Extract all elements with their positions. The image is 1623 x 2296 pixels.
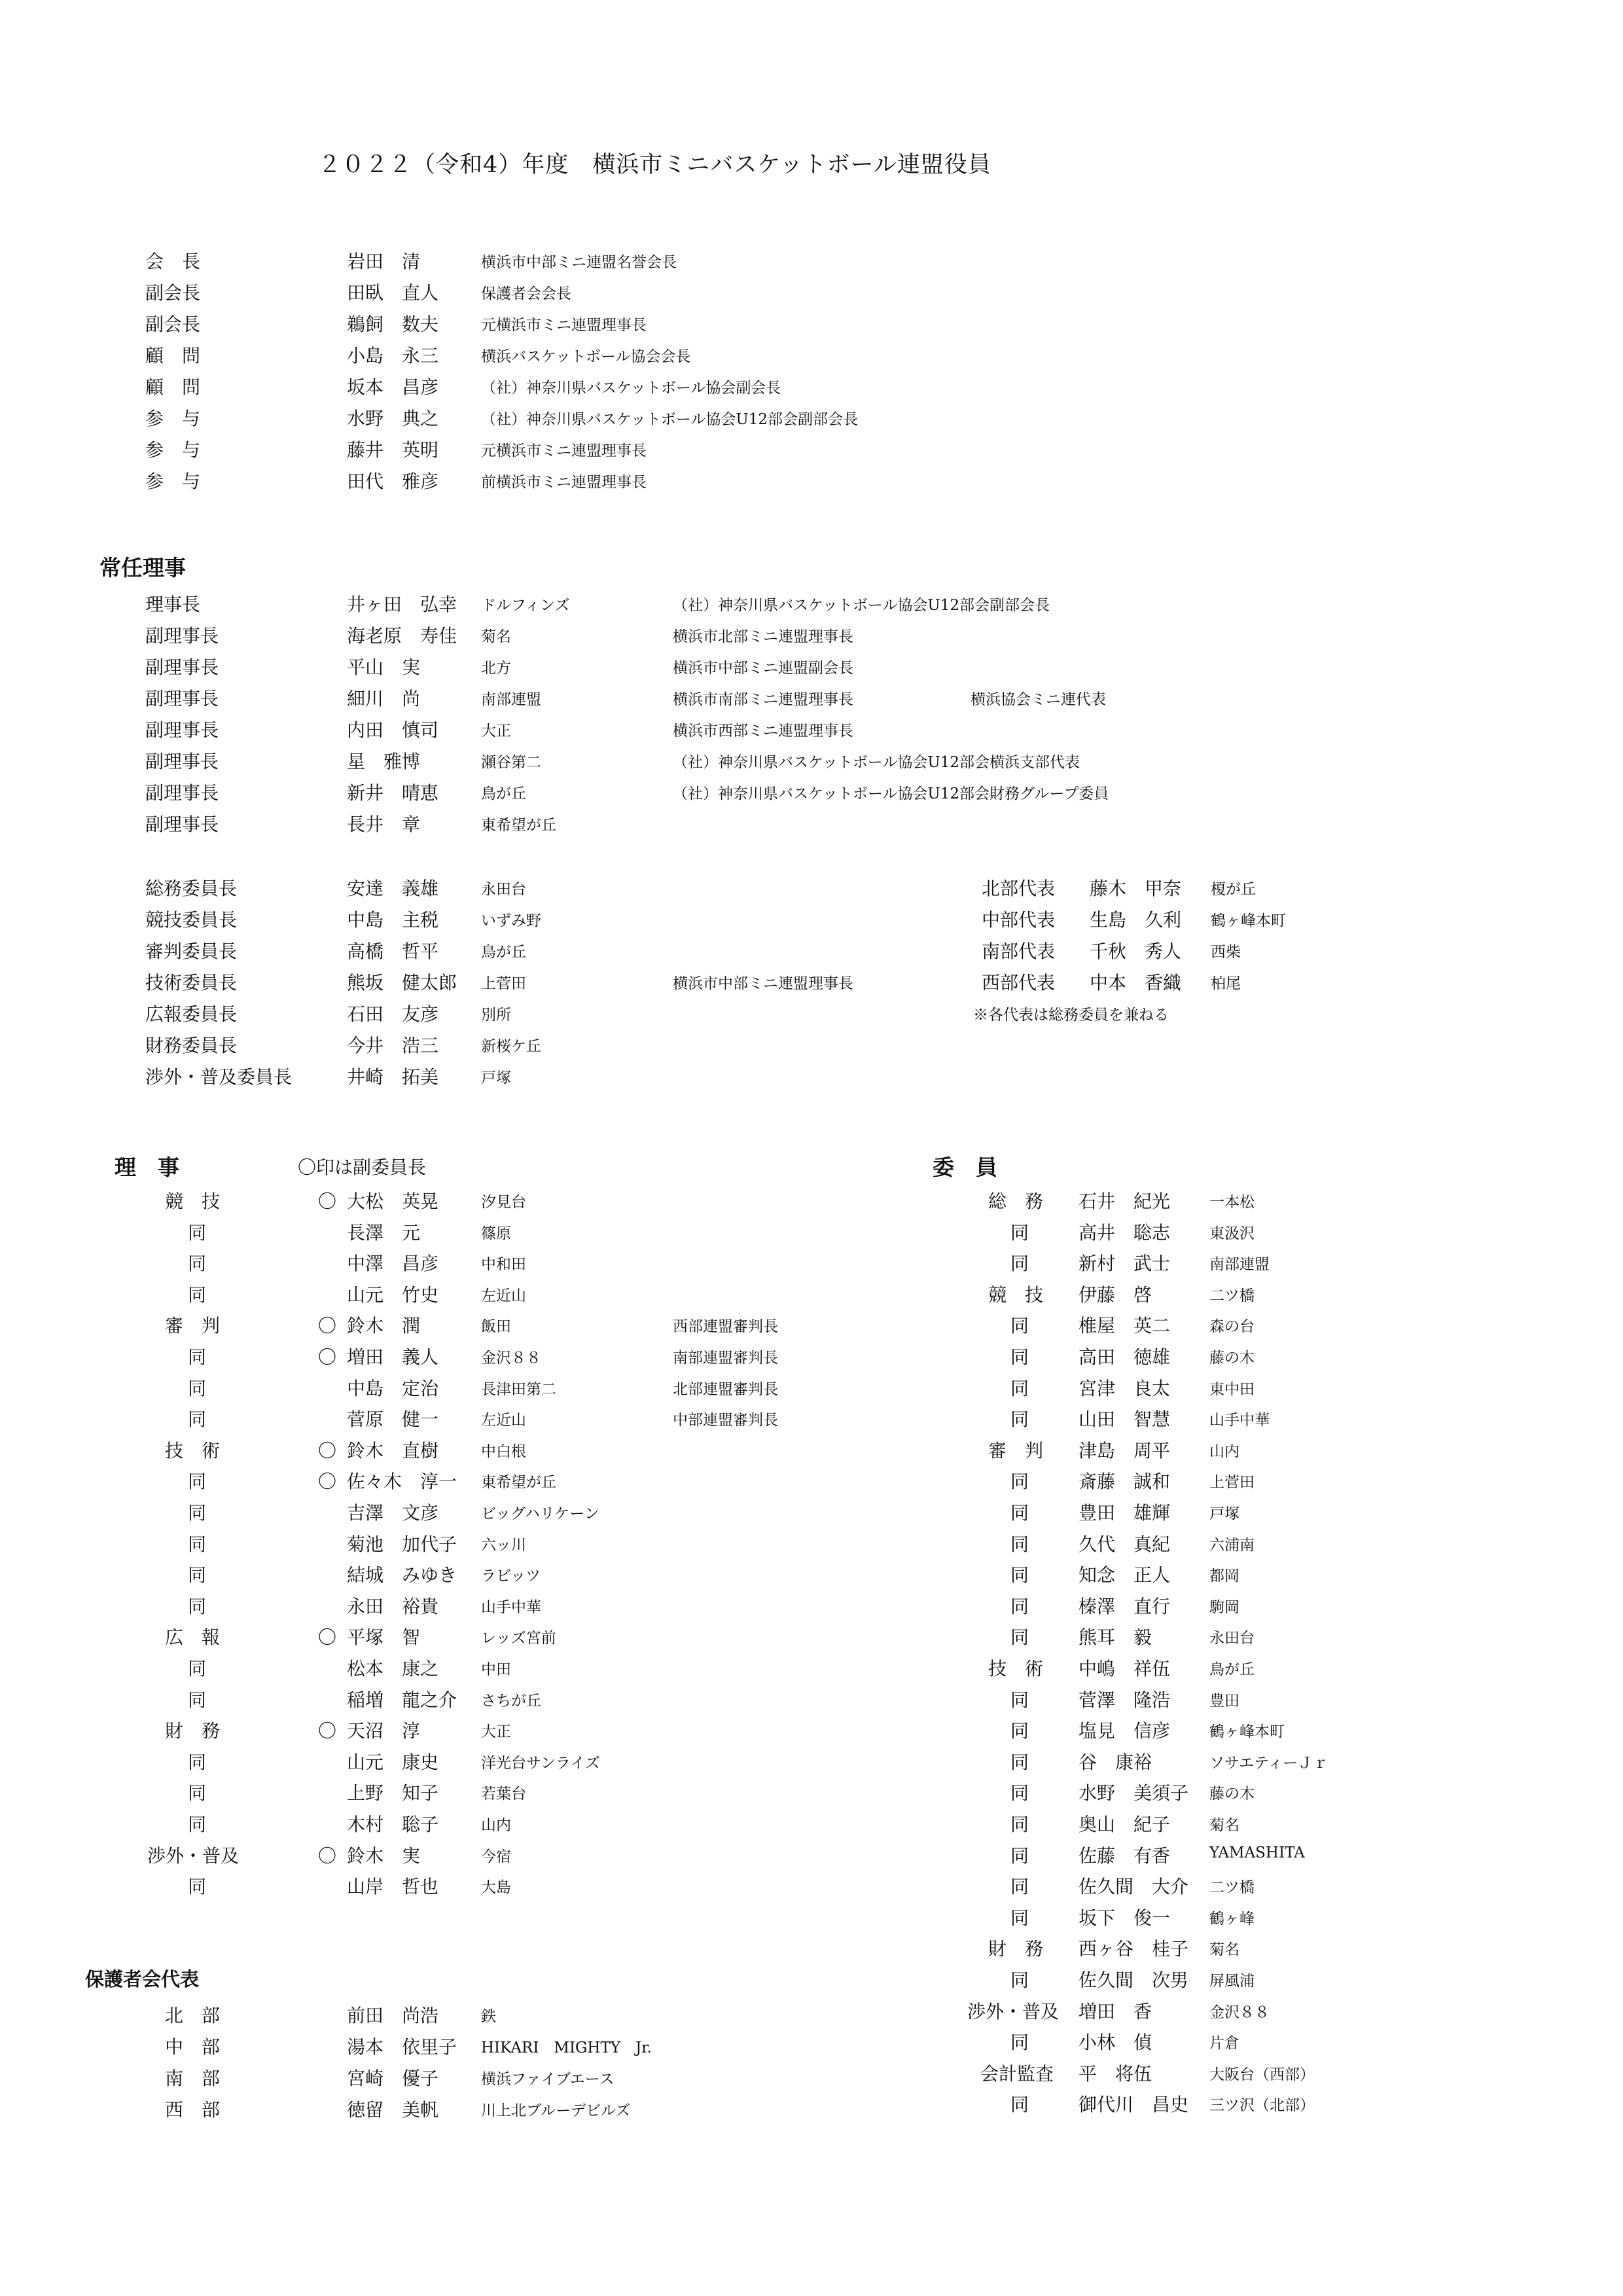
member-name: 斎藤 誠和 <box>1079 1471 1171 1493</box>
director-name: 大松 英晃 <box>347 1191 439 1212</box>
member-dept: 同 <box>1010 1720 1029 1742</box>
rep-role: 北部代表 <box>982 878 1056 899</box>
member-name: 谷 康裕 <box>1079 1751 1152 1773</box>
director-note: 北部連盟審判長 <box>673 1380 778 1398</box>
director-name: 鈴木 実 <box>347 1844 421 1867</box>
guardian-dept: 北 部 <box>165 2005 221 2026</box>
officer-role: 顧 問 <box>145 376 201 398</box>
guardian-team: 横浜ファイブエース <box>481 2071 615 2088</box>
director-name: 稲増 龍之介 <box>347 1689 457 1711</box>
director-dept: 審 判 <box>165 1315 221 1337</box>
member-team: 鶴ヶ峰 <box>1209 1910 1255 1928</box>
chair-name: 石田 友彦 <box>347 1003 439 1025</box>
director-team: レッズ宮前 <box>481 1630 556 1647</box>
director-dept: 同 <box>188 1346 207 1368</box>
member-dept: 会計監査 <box>980 2062 1054 2085</box>
director-team: 大島 <box>481 1879 511 1897</box>
member-name: 新村 武士 <box>1079 1253 1171 1275</box>
rep-team: 鶴ヶ峰本町 <box>1211 912 1286 929</box>
member-name: 奥山 紀子 <box>1079 1814 1171 1835</box>
chair-name: 安達 義雄 <box>347 878 439 899</box>
director-team: 左近山 <box>481 1412 526 1429</box>
member-name: 椎屋 英二 <box>1079 1315 1171 1337</box>
vice-chair-mark: 〇 <box>318 1720 337 1742</box>
chair-role: 財務委員長 <box>145 1035 238 1056</box>
standing-role: 副理事長 <box>145 782 219 804</box>
standing-note: （社）神奈川県バスケットボール協会U12部会副部会長 <box>673 597 1050 614</box>
member-team: 三ツ沢（北部） <box>1209 2097 1315 2115</box>
guardian-name: 徳留 美帆 <box>347 2099 439 2121</box>
member-team: 藤の木 <box>1209 1785 1255 1803</box>
rep-name: 藤木 甲奈 <box>1090 878 1182 899</box>
officer-role: 参 与 <box>145 408 201 429</box>
director-team: 左近山 <box>481 1287 526 1304</box>
member-name: 菅澤 隆浩 <box>1079 1689 1171 1711</box>
member-dept: 同 <box>1010 1689 1029 1711</box>
vice-chair-mark: 〇 <box>318 1346 337 1368</box>
director-name: 平塚 智 <box>347 1626 421 1649</box>
member-name: 山田 智慧 <box>1079 1408 1171 1431</box>
member-team: 藤の木 <box>1209 1350 1255 1367</box>
chair-name: 今井 浩三 <box>347 1035 439 1056</box>
officer-role: 参 与 <box>145 439 201 461</box>
directors-subnote: 〇印は副委員長 <box>298 1157 427 1178</box>
director-name: 菅原 健一 <box>347 1408 439 1431</box>
member-name: 小林 偵 <box>1079 2032 1152 2054</box>
member-name: 中嶋 祥伍 <box>1079 1658 1171 1679</box>
member-name: 津島 周平 <box>1079 1439 1171 1462</box>
director-team: 大正 <box>481 1723 511 1741</box>
member-dept: 同 <box>1010 1751 1029 1773</box>
member-team: 金沢８８ <box>1209 2003 1270 2021</box>
member-dept: 同 <box>1010 1315 1029 1337</box>
member-team: YAMASHITA <box>1209 1844 1305 1861</box>
member-dept: 同 <box>1010 1814 1029 1835</box>
standing-team: 大正 <box>481 723 511 740</box>
officer-role: 会 長 <box>145 251 201 272</box>
member-name: 佐久間 次男 <box>1079 1969 1189 1991</box>
director-name: 松本 康之 <box>347 1658 439 1679</box>
director-name: 鈴木 直樹 <box>347 1439 439 1462</box>
standing-role: 副理事長 <box>145 814 219 835</box>
officer-name: 水野 典之 <box>347 408 439 429</box>
rep-name: 中本 香織 <box>1090 972 1182 994</box>
member-name: 増田 香 <box>1079 2000 1152 2022</box>
officer-role: 副会長 <box>145 282 201 304</box>
officer-name: 小島 永三 <box>347 345 439 367</box>
chair-team: 上菅田 <box>481 975 526 992</box>
standing-heading: 常任理事 <box>99 555 186 581</box>
member-team: 駒岡 <box>1209 1598 1240 1616</box>
member-dept: 同 <box>1010 1471 1029 1493</box>
vice-chair-mark: 〇 <box>318 1844 337 1867</box>
directors-heading: 理 事 <box>115 1155 179 1180</box>
member-team: 鶴ヶ峰本町 <box>1209 1723 1285 1741</box>
member-team: 東中田 <box>1209 1380 1255 1398</box>
member-name: 平 将伍 <box>1079 2062 1152 2085</box>
standing-team: 鳥が丘 <box>481 785 526 802</box>
rep-name: 千秋 秀人 <box>1090 941 1182 962</box>
member-dept: 同 <box>1010 1969 1029 1991</box>
rep-name: 生島 久利 <box>1090 909 1182 931</box>
member-dept: 同 <box>1010 1502 1029 1524</box>
standing-role: 副理事長 <box>145 656 219 678</box>
standing-role: 副理事長 <box>145 719 219 741</box>
rep-role: 中部代表 <box>982 909 1056 931</box>
director-dept: 同 <box>188 1283 207 1306</box>
chair-name: 中島 主税 <box>347 909 439 931</box>
chair-note: 横浜市中部ミニ連盟理事長 <box>673 975 853 992</box>
officer-note: 横浜市中部ミニ連盟名誉会長 <box>481 254 677 271</box>
director-name: 山元 竹史 <box>347 1283 439 1306</box>
member-team: 東汲沢 <box>1209 1225 1255 1242</box>
member-name: 塩見 信彦 <box>1079 1720 1171 1742</box>
director-dept: 同 <box>188 1377 207 1399</box>
member-team: 戸塚 <box>1209 1505 1240 1522</box>
director-team: 中白根 <box>481 1443 526 1460</box>
director-name: 中澤 昌彦 <box>347 1253 439 1275</box>
chair-role: 広報委員長 <box>145 1003 238 1025</box>
member-team: 大阪台（西部） <box>1209 2066 1315 2083</box>
standing-team: 南部連盟 <box>481 691 541 708</box>
standing-name: 長井 章 <box>347 814 421 835</box>
chair-role: 渉外・普及委員長 <box>145 1066 293 1088</box>
member-dept: 同 <box>1010 1346 1029 1368</box>
member-dept: 同 <box>1010 1595 1029 1617</box>
director-name: 山岸 哲也 <box>347 1876 439 1898</box>
chair-team: 戸塚 <box>481 1069 511 1086</box>
vice-chair-mark: 〇 <box>318 1439 337 1462</box>
member-name: 御代川 昌史 <box>1079 2094 1189 2116</box>
standing-role: 副理事長 <box>145 688 219 709</box>
standing-note: 横浜市中部ミニ連盟副会長 <box>673 660 853 677</box>
standing-name: 新井 晴恵 <box>347 782 439 804</box>
member-dept: 同 <box>1010 2094 1029 2116</box>
rep-team: 榎が丘 <box>1211 881 1256 898</box>
director-dept: 技 術 <box>165 1439 221 1462</box>
page-title: ２０２２（令和4）年度 横浜市ミニバスケットボール連盟役員 <box>318 152 991 178</box>
director-team: 飯田 <box>481 1318 511 1336</box>
director-team: 篠原 <box>481 1225 511 1242</box>
member-name: 伊藤 啓 <box>1079 1283 1152 1306</box>
member-team: 南部連盟 <box>1209 1256 1270 1274</box>
director-name: 永田 裕貴 <box>347 1595 439 1617</box>
director-dept: 同 <box>188 1471 207 1493</box>
rep-role: 西部代表 <box>982 972 1056 994</box>
members-heading: 委 員 <box>933 1155 997 1180</box>
member-team: 豊田 <box>1209 1692 1240 1710</box>
director-team: さちが丘 <box>481 1692 541 1710</box>
member-dept: 同 <box>1010 1253 1029 1275</box>
standing-team: 北方 <box>481 660 511 677</box>
director-team: 中和田 <box>481 1256 526 1274</box>
member-team: 菊名 <box>1209 1817 1240 1834</box>
vice-chair-mark: 〇 <box>318 1315 337 1337</box>
guardian-team: 鉄 <box>481 2008 496 2025</box>
member-team: 屏風浦 <box>1209 1973 1255 1990</box>
director-name: 結城 みゆき <box>347 1564 457 1587</box>
member-dept: 同 <box>1010 1876 1029 1898</box>
member-name: 熊耳 毅 <box>1079 1626 1152 1649</box>
officer-note: 元横浜市ミニ連盟理事長 <box>481 442 647 459</box>
director-name: 菊池 加代子 <box>347 1533 457 1555</box>
member-name: 宮津 良太 <box>1079 1377 1171 1399</box>
standing-team: 菊名 <box>481 628 511 645</box>
member-team: 永田台 <box>1209 1630 1255 1647</box>
director-dept: 同 <box>188 1876 207 1898</box>
standing-name: 細川 尚 <box>347 688 421 709</box>
member-team: 鳥が丘 <box>1209 1661 1255 1678</box>
rep-team: 柏尾 <box>1211 975 1241 992</box>
director-dept: 同 <box>188 1689 207 1711</box>
officer-name: 藤井 英明 <box>347 439 439 461</box>
standing-role: 理事長 <box>145 594 201 615</box>
director-name: 鈴木 潤 <box>347 1315 421 1337</box>
chair-role: 審判委員長 <box>145 941 238 962</box>
director-dept: 同 <box>188 1408 207 1431</box>
guardians-heading: 保護者会代表 <box>85 1968 200 1990</box>
member-name: 水野 美須子 <box>1079 1782 1189 1804</box>
member-team: 二ツ橋 <box>1209 1879 1255 1897</box>
chair-name: 井崎 拓美 <box>347 1066 439 1088</box>
director-dept: 同 <box>188 1658 207 1679</box>
member-dept: 渉外・普及 <box>967 2000 1060 2022</box>
vice-chair-mark: 〇 <box>318 1471 337 1493</box>
director-dept: 同 <box>188 1595 207 1617</box>
officer-name: 岩田 清 <box>347 251 421 272</box>
director-team: 金沢８８ <box>481 1350 541 1367</box>
member-team: 六浦南 <box>1209 1536 1255 1554</box>
member-name: 高田 徳雄 <box>1079 1346 1171 1368</box>
chair-role: 技術委員長 <box>145 972 238 994</box>
member-team: 山内 <box>1209 1443 1240 1460</box>
standing-name: 海老原 寿佳 <box>347 625 457 647</box>
director-dept: 同 <box>188 1751 207 1773</box>
member-dept: 同 <box>1010 1844 1029 1867</box>
director-name: 天沼 淳 <box>347 1720 421 1742</box>
member-team: 上菅田 <box>1209 1474 1255 1492</box>
member-team: ソサエティーＪｒ <box>1209 1754 1329 1772</box>
member-dept: 同 <box>1010 2032 1029 2054</box>
member-team: 都岡 <box>1209 1568 1240 1585</box>
director-dept: 同 <box>188 1533 207 1555</box>
member-team: 森の台 <box>1209 1318 1255 1336</box>
director-dept: 渉外・普及 <box>147 1844 240 1867</box>
district-note: ※各代表は総務委員を兼ねる <box>973 1007 1169 1024</box>
member-team: 菊名 <box>1209 1941 1240 1959</box>
standing-team: 東希望が丘 <box>481 817 556 834</box>
director-name: 木村 聡子 <box>347 1814 439 1835</box>
guardian-dept: 南 部 <box>165 2068 221 2089</box>
officer-role: 参 与 <box>145 471 201 492</box>
officer-name: 鵜飼 数夫 <box>347 314 439 335</box>
chair-team: 永田台 <box>481 881 526 898</box>
officer-note: 前横浜市ミニ連盟理事長 <box>481 474 647 491</box>
director-team: 山内 <box>481 1817 511 1834</box>
member-dept: 同 <box>1010 1907 1029 1929</box>
director-dept: 同 <box>188 1814 207 1835</box>
chair-team: 鳥が丘 <box>481 944 526 961</box>
member-name: 佐藤 有香 <box>1079 1844 1171 1867</box>
member-dept: 競 技 <box>988 1283 1044 1306</box>
member-dept: 同 <box>1010 1626 1029 1649</box>
director-note: 西部連盟審判長 <box>673 1318 778 1336</box>
officer-name: 坂本 昌彦 <box>347 376 439 398</box>
member-name: 坂下 俊一 <box>1079 1907 1171 1929</box>
director-dept: 財 務 <box>165 1720 221 1742</box>
director-name: 佐々木 淳一 <box>347 1471 457 1493</box>
director-name: 山元 康史 <box>347 1751 439 1773</box>
standing-note: 横浜市西部ミニ連盟理事長 <box>673 723 853 740</box>
member-dept: 財 務 <box>988 1938 1044 1960</box>
director-dept: 同 <box>188 1782 207 1804</box>
director-team: 汐見台 <box>481 1194 526 1211</box>
member-team: 山手中華 <box>1209 1412 1270 1429</box>
director-team: 若葉台 <box>481 1785 526 1803</box>
director-name: 中島 定治 <box>347 1377 439 1399</box>
guardian-name: 湯本 依里子 <box>347 2036 457 2058</box>
officer-note: （社）神奈川県バスケットボール協会U12部会副部会長 <box>481 411 859 428</box>
guardian-dept: 西 部 <box>165 2099 221 2121</box>
member-dept: 同 <box>1010 1377 1029 1399</box>
member-dept: 同 <box>1010 1564 1029 1587</box>
member-team: 一本松 <box>1209 1194 1255 1211</box>
standing-note: （社）神奈川県バスケットボール協会U12部会財務グループ委員 <box>673 785 1109 802</box>
member-dept: 審 判 <box>988 1439 1044 1462</box>
member-dept: 技 術 <box>988 1658 1044 1679</box>
member-name: 豊田 雄輝 <box>1079 1502 1171 1524</box>
standing-note: 横浜市北部ミニ連盟理事長 <box>673 628 853 645</box>
guardian-team: 川上北ブルーデビルズ <box>481 2102 631 2119</box>
member-name: 佐久間 大介 <box>1079 1876 1189 1898</box>
director-team: 六ッ川 <box>481 1536 526 1554</box>
officer-name: 田代 雅彦 <box>347 471 439 492</box>
officer-note: （社）神奈川県バスケットボール協会副会長 <box>481 380 781 397</box>
member-name: 久代 真紀 <box>1079 1533 1171 1555</box>
rep-role: 南部代表 <box>982 941 1056 962</box>
director-dept: 広 報 <box>165 1626 221 1649</box>
standing-note: 横浜市南部ミニ連盟理事長 <box>673 691 853 708</box>
rep-team: 西柴 <box>1211 944 1241 961</box>
chair-team: 別所 <box>481 1007 511 1024</box>
director-team: ラビッツ <box>481 1568 541 1585</box>
director-team: 今宿 <box>481 1848 511 1865</box>
officer-name: 田臥 直人 <box>347 282 439 304</box>
officer-note: 元横浜市ミニ連盟理事長 <box>481 317 647 334</box>
member-dept: 同 <box>1010 1221 1029 1244</box>
officer-role: 副会長 <box>145 314 201 335</box>
director-dept: 同 <box>188 1221 207 1244</box>
officer-note: 保護者会会長 <box>481 285 571 302</box>
director-dept: 同 <box>188 1564 207 1587</box>
vice-chair-mark: 〇 <box>318 1626 337 1649</box>
director-name: 上野 知子 <box>347 1782 439 1804</box>
chair-role: 競技委員長 <box>145 909 238 931</box>
director-dept: 同 <box>188 1253 207 1275</box>
officer-note: 横浜バスケットボール協会会長 <box>481 348 691 365</box>
guardian-name: 宮崎 優子 <box>347 2068 439 2089</box>
director-team: 山手中華 <box>481 1598 541 1616</box>
standing-role: 副理事長 <box>145 625 219 647</box>
standing-extra: 横浜協会ミニ連代表 <box>971 691 1106 708</box>
standing-team: 瀬谷第二 <box>481 754 541 771</box>
director-team: 東希望が丘 <box>481 1474 556 1492</box>
director-name: 吉澤 文彦 <box>347 1502 439 1524</box>
member-team: 片倉 <box>1209 2035 1240 2053</box>
guardian-dept: 中 部 <box>165 2036 221 2058</box>
chair-name: 高橋 哲平 <box>347 941 439 962</box>
member-dept: 同 <box>1010 1782 1029 1804</box>
director-team: 長津田第二 <box>481 1380 556 1398</box>
member-name: 石井 紀光 <box>1079 1191 1171 1212</box>
director-name: 長澤 元 <box>347 1221 421 1244</box>
member-team: 二ツ橋 <box>1209 1287 1255 1304</box>
member-dept: 同 <box>1010 1408 1029 1431</box>
chair-team: いずみ野 <box>481 912 541 929</box>
director-note: 南部連盟審判長 <box>673 1350 778 1367</box>
member-name: 榛澤 直行 <box>1079 1595 1171 1617</box>
chair-role: 総務委員長 <box>145 878 238 899</box>
standing-name: 内田 慎司 <box>347 719 439 741</box>
director-note: 中部連盟審判長 <box>673 1412 778 1429</box>
member-name: 知念 正人 <box>1079 1564 1171 1587</box>
vice-chair-mark: 〇 <box>318 1191 337 1212</box>
standing-name: 平山 実 <box>347 656 421 678</box>
director-team: 中田 <box>481 1661 511 1678</box>
director-team: ビッグハリケーン <box>481 1505 599 1522</box>
chair-team: 新桜ケ丘 <box>481 1038 541 1055</box>
standing-role: 副理事長 <box>145 751 219 772</box>
director-dept: 競 技 <box>165 1191 221 1212</box>
chair-name: 熊坂 健太郎 <box>347 972 457 994</box>
standing-name: 井ヶ田 弘幸 <box>347 594 457 615</box>
director-team: 洋光台サンライズ <box>481 1754 600 1772</box>
guardian-name: 前田 尚浩 <box>347 2005 439 2026</box>
standing-team: ドルフィンズ <box>481 597 570 614</box>
member-dept: 総 務 <box>988 1191 1044 1212</box>
member-dept: 同 <box>1010 1533 1029 1555</box>
standing-note: （社）神奈川県バスケットボール協会U12部会横浜支部代表 <box>673 754 1080 771</box>
director-dept: 同 <box>188 1502 207 1524</box>
officer-role: 顧 問 <box>145 345 201 367</box>
member-name: 高井 聡志 <box>1079 1221 1171 1244</box>
guardian-team: HIKARI MIGHTY Jr. <box>481 2039 652 2056</box>
standing-name: 星 雅博 <box>347 751 421 772</box>
director-name: 増田 義人 <box>347 1346 439 1368</box>
member-name: 西ヶ谷 桂子 <box>1079 1938 1189 1960</box>
